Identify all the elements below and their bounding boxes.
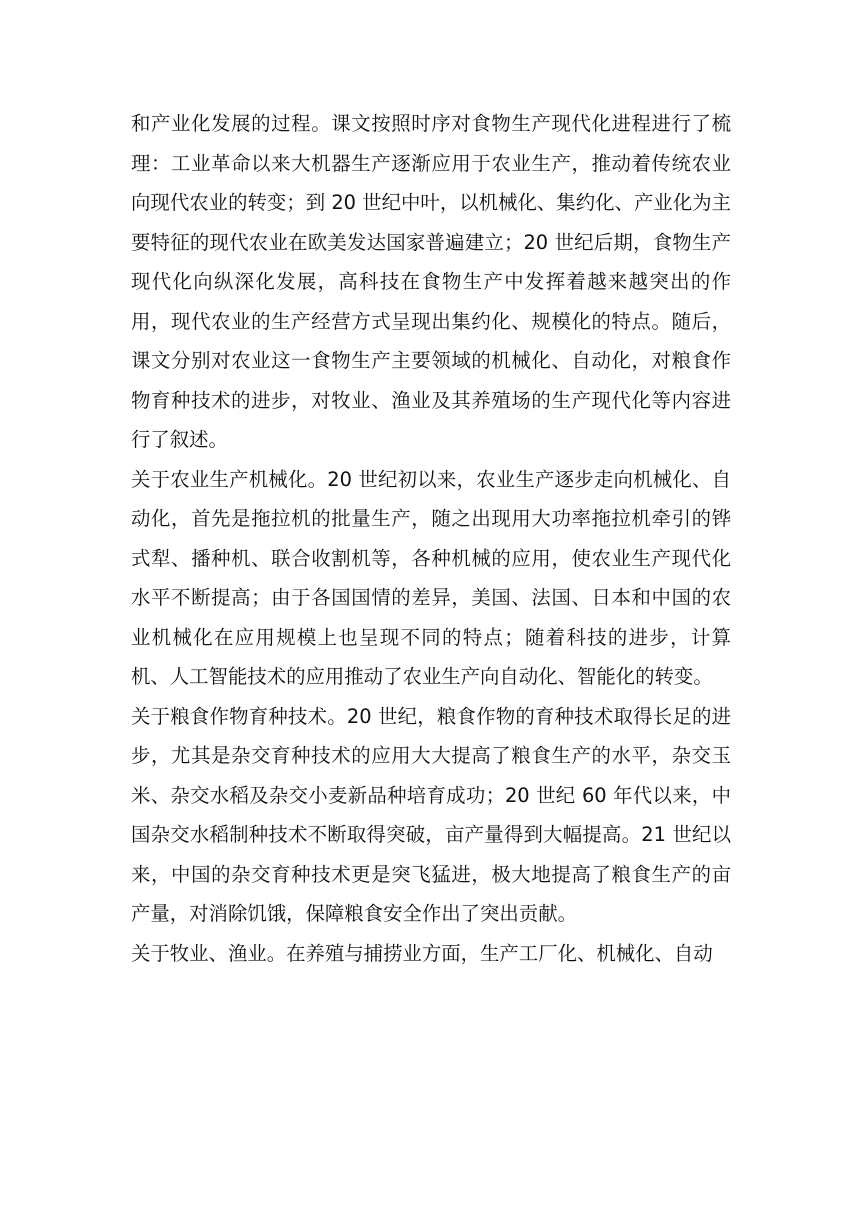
paragraph-crop-breeding: 关于粮食作物育种技术。20 世纪，粮食作物的育种技术取得长足的进步，尤其是杂交育种技术的应用大大提高了粮食生产的水平，杂交玉米、杂交水稻及杂交小麦新品种培育成功；20 世纪 60 年代以来，中国杂交水稻制种技术不断取得突破，亩产量得到大幅提高。21 世纪以来，中国的杂交育种技术更是突飞猛进，极大地提高了粮食生产的亩产量，对消除饥饿，保障粮食安全作出了突出贡献。 — [131, 704, 731, 925]
paragraph-food-production-overview: 和产业化发展的过程。课文按照时序对食物生产现代化进程进行了梳理：工业革命以来大机器生产逐渐应用于农业生产，推动着传统农业向现代农业的转变；到 20 世纪中叶，以机械化、集约化、产业化为主要特征的现代农业在欧美发达国家普遍建立；20 世纪后期，食物生产现代化向纵深化发展，高科技在食物生产中发挥着越来越突出的作用，现代农业的生产经营方式呈现出集约化、规模化的特点。随后，课文分别对农业这一食物生产主要领域的机械化、自动化，对粮食作物育种技术的进步，对牧业、渔业及其养殖场的生产现代化等内容进行了叙述。 — [131, 112, 731, 451]
paragraph-agricultural-mechanization: 关于农业生产机械化。20 世纪初以来，农业生产逐步走向机械化、自动化，首先是拖拉机的批量生产，随之出现用大功率拖拉机牵引的铧式犁、播种机、联合收割机等，各种机械的应用，使农业生产现代化水平不断提高；由于各国国情的差异，美国、法国、日本和中国的农业机械化在应用规模上也呈现不同的特点；随着科技的进步，计算机、人工智能技术的应用推动了农业生产向自动化、智能化的转变。 — [131, 467, 731, 688]
paragraph-livestock-fishery: 关于牧业、渔业。在养殖与捕捞业方面，生产工厂化、机械化、自动 — [131, 941, 713, 965]
body-text — [131, 104, 731, 973]
